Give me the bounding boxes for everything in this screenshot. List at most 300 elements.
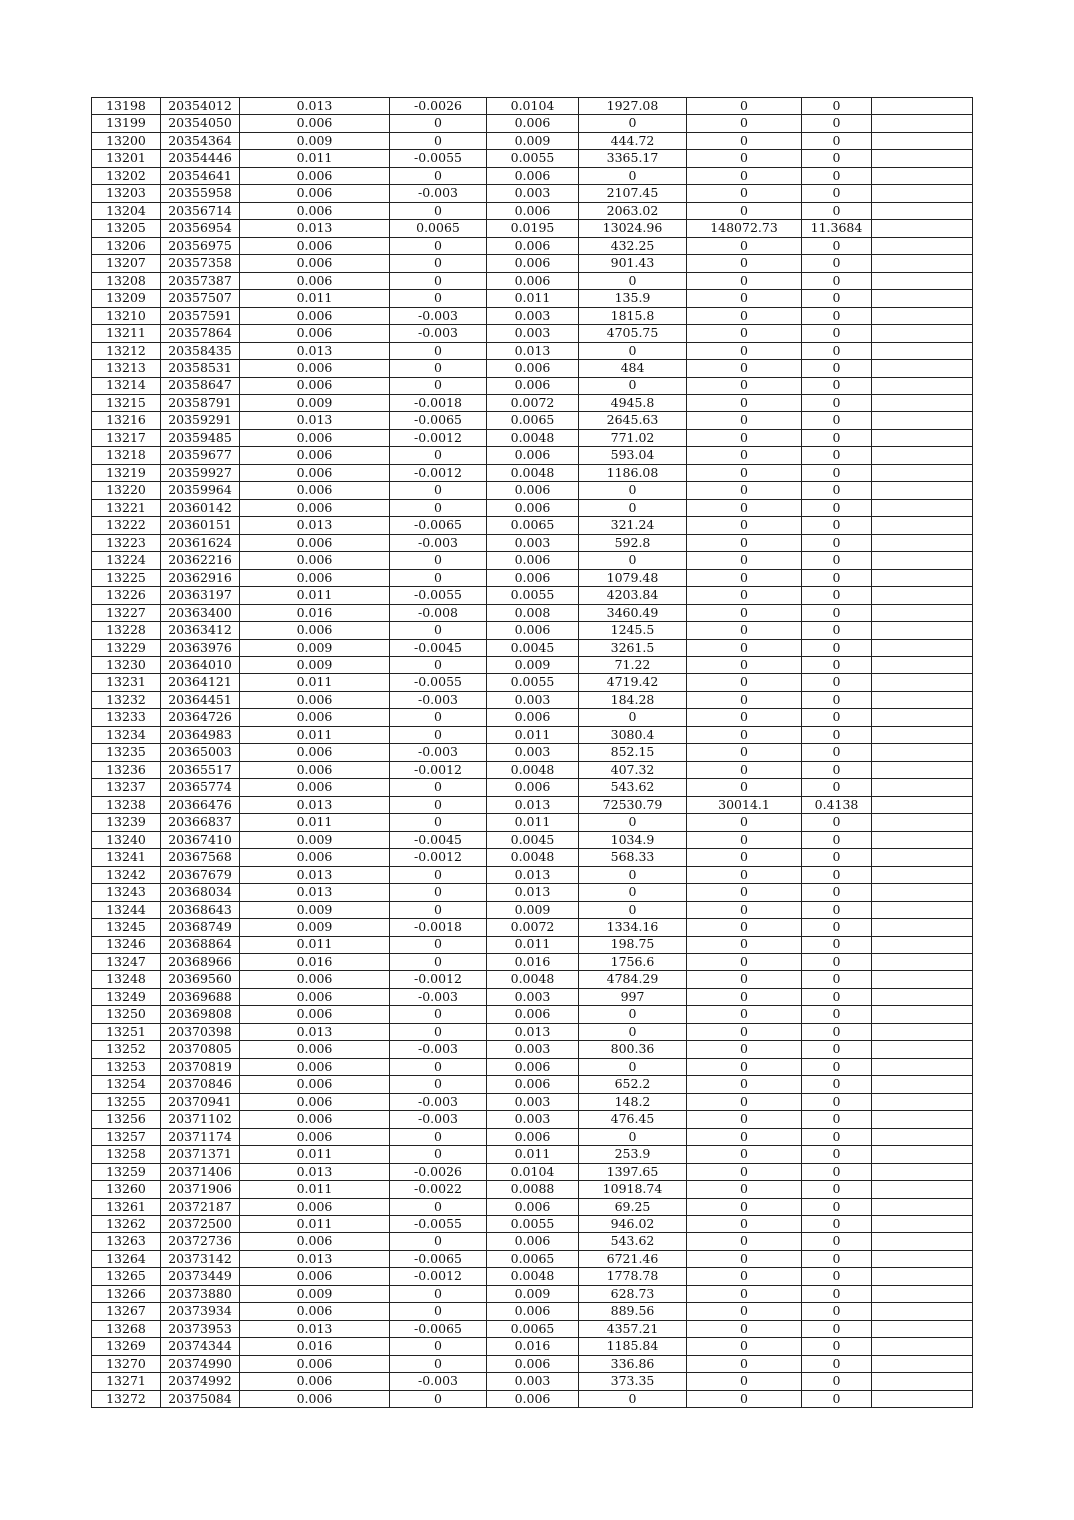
adjustment-cell: -0.0065 xyxy=(390,517,487,534)
value-cell: 0 xyxy=(687,901,802,918)
ratio-cell: 0 xyxy=(802,255,872,272)
rate-cell: 0.006 xyxy=(240,1006,390,1023)
empty-cell xyxy=(872,552,973,569)
adjustment-cell: -0.0055 xyxy=(390,1216,487,1233)
row-index-cell: 13217 xyxy=(92,429,161,446)
net-rate-cell: 0.011 xyxy=(487,1146,579,1163)
table-row xyxy=(92,1250,973,1267)
value-cell: 0 xyxy=(687,884,802,901)
empty-cell xyxy=(872,1390,973,1407)
row-index-cell: 13266 xyxy=(92,1285,161,1302)
ratio-cell: 0 xyxy=(802,499,872,516)
table-row xyxy=(92,831,973,848)
net-rate-cell: 0.006 xyxy=(487,1355,579,1372)
rate-cell: 0.006 xyxy=(240,709,390,726)
value-cell: 0 xyxy=(687,1093,802,1110)
ratio-cell: 0 xyxy=(802,1250,872,1267)
adjustment-cell: -0.003 xyxy=(390,185,487,202)
adjustment-cell: -0.0012 xyxy=(390,1268,487,1285)
ratio-cell: 0 xyxy=(802,1023,872,1040)
rate-cell: 0.009 xyxy=(240,831,390,848)
rate-cell: 0.016 xyxy=(240,604,390,621)
ratio-cell: 0 xyxy=(802,1338,872,1355)
value-cell: 0 xyxy=(687,132,802,149)
row-index-cell: 13267 xyxy=(92,1303,161,1320)
ratio-cell: 0 xyxy=(802,394,872,411)
table-row xyxy=(92,901,973,918)
id-cell: 20363412 xyxy=(161,622,240,639)
row-index-cell: 13199 xyxy=(92,115,161,132)
net-rate-cell: 0.003 xyxy=(487,1111,579,1128)
adjustment-cell: -0.003 xyxy=(390,1041,487,1058)
id-cell: 20373880 xyxy=(161,1285,240,1302)
table-row xyxy=(92,1146,973,1163)
rate-cell: 0.006 xyxy=(240,744,390,761)
ratio-cell: 0 xyxy=(802,185,872,202)
rate-cell: 0.011 xyxy=(240,1181,390,1198)
row-index-cell: 13235 xyxy=(92,744,161,761)
net-rate-cell: 0.006 xyxy=(487,167,579,184)
adjustment-cell: -0.0012 xyxy=(390,849,487,866)
empty-cell xyxy=(872,726,973,743)
id-cell: 20368643 xyxy=(161,901,240,918)
amount-cell: 2107.45 xyxy=(579,185,687,202)
adjustment-cell: -0.003 xyxy=(390,691,487,708)
value-cell: 0 xyxy=(687,412,802,429)
table-row xyxy=(92,255,973,272)
rate-cell: 0.006 xyxy=(240,167,390,184)
empty-cell xyxy=(872,674,973,691)
adjustment-cell: -0.0045 xyxy=(390,831,487,848)
rate-cell: 0.006 xyxy=(240,202,390,219)
row-index-cell: 13234 xyxy=(92,726,161,743)
row-index-cell: 13250 xyxy=(92,1006,161,1023)
table-row xyxy=(92,587,973,604)
row-index-cell: 13265 xyxy=(92,1268,161,1285)
id-cell: 20357358 xyxy=(161,255,240,272)
id-cell: 20359927 xyxy=(161,464,240,481)
amount-cell: 592.8 xyxy=(579,534,687,551)
adjustment-cell: -0.0022 xyxy=(390,1181,487,1198)
amount-cell: 321.24 xyxy=(579,517,687,534)
id-cell: 20374344 xyxy=(161,1338,240,1355)
adjustment-cell: 0 xyxy=(390,1023,487,1040)
value-cell: 0 xyxy=(687,604,802,621)
net-rate-cell: 0.006 xyxy=(487,1303,579,1320)
net-rate-cell: 0.006 xyxy=(487,709,579,726)
table-row xyxy=(92,360,973,377)
ratio-cell: 0 xyxy=(802,482,872,499)
rate-cell: 0.006 xyxy=(240,1041,390,1058)
row-index-cell: 13226 xyxy=(92,587,161,604)
empty-cell xyxy=(872,202,973,219)
empty-cell xyxy=(872,1006,973,1023)
table-row xyxy=(92,237,973,254)
rate-cell: 0.016 xyxy=(240,1338,390,1355)
empty-cell xyxy=(872,115,973,132)
row-index-cell: 13247 xyxy=(92,953,161,970)
rate-cell: 0.006 xyxy=(240,1111,390,1128)
value-cell: 0 xyxy=(687,1041,802,1058)
ratio-cell: 0 xyxy=(802,744,872,761)
ratio-cell: 0 xyxy=(802,342,872,359)
empty-cell xyxy=(872,167,973,184)
net-rate-cell: 0.006 xyxy=(487,622,579,639)
ratio-cell: 0 xyxy=(802,691,872,708)
value-cell: 0 xyxy=(687,657,802,674)
table-row xyxy=(92,429,973,446)
amount-cell: 0 xyxy=(579,1128,687,1145)
net-rate-cell: 0.008 xyxy=(487,604,579,621)
amount-cell: 4784.29 xyxy=(579,971,687,988)
empty-cell xyxy=(872,657,973,674)
amount-cell: 148.2 xyxy=(579,1093,687,1110)
id-cell: 20370398 xyxy=(161,1023,240,1040)
empty-cell xyxy=(872,831,973,848)
value-cell: 0 xyxy=(687,1303,802,1320)
value-cell: 30014.1 xyxy=(687,796,802,813)
value-cell: 0 xyxy=(687,1250,802,1267)
value-cell: 0 xyxy=(687,150,802,167)
id-cell: 20368864 xyxy=(161,936,240,953)
empty-cell xyxy=(872,290,973,307)
value-cell: 0 xyxy=(687,971,802,988)
adjustment-cell: -0.0065 xyxy=(390,412,487,429)
row-index-cell: 13253 xyxy=(92,1058,161,1075)
amount-cell: 0 xyxy=(579,377,687,394)
rate-cell: 0.006 xyxy=(240,534,390,551)
value-cell: 0 xyxy=(687,1268,802,1285)
amount-cell: 1245.5 xyxy=(579,622,687,639)
adjustment-cell: 0 xyxy=(390,447,487,464)
amount-cell: 0 xyxy=(579,1058,687,1075)
net-rate-cell: 0.0048 xyxy=(487,429,579,446)
ratio-cell: 0 xyxy=(802,1041,872,1058)
row-index-cell: 13201 xyxy=(92,150,161,167)
table-row xyxy=(92,272,973,289)
empty-cell xyxy=(872,429,973,446)
table-row xyxy=(92,796,973,813)
value-cell: 0 xyxy=(687,1146,802,1163)
net-rate-cell: 0.006 xyxy=(487,779,579,796)
row-index-cell: 13240 xyxy=(92,831,161,848)
rate-cell: 0.006 xyxy=(240,325,390,342)
rate-cell: 0.006 xyxy=(240,482,390,499)
rate-cell: 0.006 xyxy=(240,988,390,1005)
empty-cell xyxy=(872,517,973,534)
adjustment-cell: -0.008 xyxy=(390,604,487,621)
adjustment-cell: -0.003 xyxy=(390,744,487,761)
ratio-cell: 0 xyxy=(802,709,872,726)
ratio-cell: 0 xyxy=(802,622,872,639)
rate-cell: 0.013 xyxy=(240,220,390,237)
amount-cell: 253.9 xyxy=(579,1146,687,1163)
amount-cell: 336.86 xyxy=(579,1355,687,1372)
row-index-cell: 13218 xyxy=(92,447,161,464)
net-rate-cell: 0.003 xyxy=(487,1373,579,1390)
net-rate-cell: 0.016 xyxy=(487,953,579,970)
empty-cell xyxy=(872,255,973,272)
net-rate-cell: 0.0055 xyxy=(487,587,579,604)
table-row xyxy=(92,814,973,831)
value-cell: 0 xyxy=(687,394,802,411)
ratio-cell: 0 xyxy=(802,1216,872,1233)
id-cell: 20357591 xyxy=(161,307,240,324)
net-rate-cell: 0.006 xyxy=(487,377,579,394)
value-cell: 0 xyxy=(687,639,802,656)
adjustment-cell: 0 xyxy=(390,167,487,184)
id-cell: 20364010 xyxy=(161,657,240,674)
net-rate-cell: 0.0048 xyxy=(487,1268,579,1285)
rate-cell: 0.006 xyxy=(240,1303,390,1320)
ratio-cell: 0 xyxy=(802,1198,872,1215)
amount-cell: 889.56 xyxy=(579,1303,687,1320)
value-cell: 0 xyxy=(687,517,802,534)
table-row xyxy=(92,534,973,551)
net-rate-cell: 0.0048 xyxy=(487,761,579,778)
amount-cell: 800.36 xyxy=(579,1041,687,1058)
id-cell: 20363400 xyxy=(161,604,240,621)
adjustment-cell: 0 xyxy=(390,1128,487,1145)
net-rate-cell: 0.013 xyxy=(487,796,579,813)
table-row xyxy=(92,307,973,324)
ratio-cell: 0 xyxy=(802,167,872,184)
row-index-cell: 13212 xyxy=(92,342,161,359)
rate-cell: 0.009 xyxy=(240,394,390,411)
table-row xyxy=(92,657,973,674)
empty-cell xyxy=(872,1163,973,1180)
row-index-cell: 13198 xyxy=(92,98,161,115)
rate-cell: 0.006 xyxy=(240,1390,390,1407)
rate-cell: 0.006 xyxy=(240,1093,390,1110)
table-row xyxy=(92,394,973,411)
value-cell: 0 xyxy=(687,307,802,324)
ratio-cell: 0 xyxy=(802,1181,872,1198)
net-rate-cell: 0.009 xyxy=(487,657,579,674)
row-index-cell: 13264 xyxy=(92,1250,161,1267)
value-cell: 0 xyxy=(687,569,802,586)
id-cell: 20358531 xyxy=(161,360,240,377)
ratio-cell: 0 xyxy=(802,1373,872,1390)
ratio-cell: 0 xyxy=(802,98,872,115)
amount-cell: 71.22 xyxy=(579,657,687,674)
table-row xyxy=(92,1233,973,1250)
amount-cell: 72530.79 xyxy=(579,796,687,813)
rate-cell: 0.009 xyxy=(240,132,390,149)
net-rate-cell: 0.0088 xyxy=(487,1181,579,1198)
value-cell: 0 xyxy=(687,1320,802,1337)
row-index-cell: 13227 xyxy=(92,604,161,621)
amount-cell: 1034.9 xyxy=(579,831,687,848)
empty-cell xyxy=(872,307,973,324)
amount-cell: 0 xyxy=(579,1023,687,1040)
amount-cell: 543.62 xyxy=(579,779,687,796)
adjustment-cell: -0.0055 xyxy=(390,587,487,604)
amount-cell: 3261.5 xyxy=(579,639,687,656)
adjustment-cell: -0.0065 xyxy=(390,1250,487,1267)
row-index-cell: 13228 xyxy=(92,622,161,639)
adjustment-cell: 0 xyxy=(390,132,487,149)
net-rate-cell: 0.0048 xyxy=(487,849,579,866)
value-cell: 0 xyxy=(687,1058,802,1075)
adjustment-cell: 0 xyxy=(390,1233,487,1250)
value-cell: 0 xyxy=(687,1006,802,1023)
empty-cell xyxy=(872,622,973,639)
value-cell: 0 xyxy=(687,761,802,778)
ratio-cell: 0 xyxy=(802,1320,872,1337)
id-cell: 20374992 xyxy=(161,1373,240,1390)
net-rate-cell: 0.006 xyxy=(487,552,579,569)
ratio-cell: 0 xyxy=(802,674,872,691)
ratio-cell: 0 xyxy=(802,307,872,324)
net-rate-cell: 0.0065 xyxy=(487,412,579,429)
empty-cell xyxy=(872,744,973,761)
table-row xyxy=(92,761,973,778)
net-rate-cell: 0.003 xyxy=(487,691,579,708)
ratio-cell: 0.4138 xyxy=(802,796,872,813)
rate-cell: 0.006 xyxy=(240,1355,390,1372)
table-row xyxy=(92,1373,973,1390)
rate-cell: 0.006 xyxy=(240,691,390,708)
empty-cell xyxy=(872,1093,973,1110)
table-row xyxy=(92,1093,973,1110)
adjustment-cell: 0 xyxy=(390,814,487,831)
net-rate-cell: 0.006 xyxy=(487,569,579,586)
ratio-cell: 0 xyxy=(802,412,872,429)
row-index-cell: 13262 xyxy=(92,1216,161,1233)
adjustment-cell: -0.0018 xyxy=(390,394,487,411)
rate-cell: 0.006 xyxy=(240,429,390,446)
adjustment-cell: 0 xyxy=(390,1146,487,1163)
row-index-cell: 13256 xyxy=(92,1111,161,1128)
ratio-cell: 0 xyxy=(802,866,872,883)
adjustment-cell: 0 xyxy=(390,622,487,639)
rate-cell: 0.009 xyxy=(240,901,390,918)
rate-cell: 0.013 xyxy=(240,866,390,883)
empty-cell xyxy=(872,953,973,970)
amount-cell: 1927.08 xyxy=(579,98,687,115)
rate-cell: 0.011 xyxy=(240,1216,390,1233)
amount-cell: 2063.02 xyxy=(579,202,687,219)
ratio-cell: 0 xyxy=(802,552,872,569)
id-cell: 20359291 xyxy=(161,412,240,429)
ratio-cell: 0 xyxy=(802,377,872,394)
value-cell: 0 xyxy=(687,342,802,359)
ratio-cell: 0 xyxy=(802,639,872,656)
id-cell: 20354364 xyxy=(161,132,240,149)
value-cell: 0 xyxy=(687,1163,802,1180)
table-row xyxy=(92,412,973,429)
net-rate-cell: 0.003 xyxy=(487,185,579,202)
empty-cell xyxy=(872,1181,973,1198)
amount-cell: 0 xyxy=(579,167,687,184)
value-cell: 0 xyxy=(687,744,802,761)
rate-cell: 0.013 xyxy=(240,1163,390,1180)
id-cell: 20354641 xyxy=(161,167,240,184)
amount-cell: 0 xyxy=(579,552,687,569)
net-rate-cell: 0.0104 xyxy=(487,98,579,115)
rate-cell: 0.006 xyxy=(240,447,390,464)
value-cell: 0 xyxy=(687,429,802,446)
ratio-cell: 0 xyxy=(802,1093,872,1110)
row-index-cell: 13257 xyxy=(92,1128,161,1145)
net-rate-cell: 0.003 xyxy=(487,744,579,761)
id-cell: 20365003 xyxy=(161,744,240,761)
rate-cell: 0.013 xyxy=(240,1023,390,1040)
table-row xyxy=(92,1041,973,1058)
adjustment-cell: 0 xyxy=(390,884,487,901)
id-cell: 20362216 xyxy=(161,552,240,569)
id-cell: 20358647 xyxy=(161,377,240,394)
rate-cell: 0.006 xyxy=(240,272,390,289)
row-index-cell: 13268 xyxy=(92,1320,161,1337)
adjustment-cell: -0.0012 xyxy=(390,971,487,988)
table-row xyxy=(92,622,973,639)
adjustment-cell: -0.003 xyxy=(390,1111,487,1128)
amount-cell: 2645.63 xyxy=(579,412,687,429)
empty-cell xyxy=(872,988,973,1005)
row-index-cell: 13204 xyxy=(92,202,161,219)
adjustment-cell: 0.0065 xyxy=(390,220,487,237)
row-index-cell: 13251 xyxy=(92,1023,161,1040)
amount-cell: 0 xyxy=(579,866,687,883)
id-cell: 20364983 xyxy=(161,726,240,743)
rate-cell: 0.009 xyxy=(240,639,390,656)
ratio-cell: 0 xyxy=(802,132,872,149)
value-cell: 0 xyxy=(687,447,802,464)
ratio-cell: 0 xyxy=(802,1146,872,1163)
table-row xyxy=(92,1285,973,1302)
ratio-cell: 0 xyxy=(802,761,872,778)
ratio-cell: 0 xyxy=(802,517,872,534)
row-index-cell: 13248 xyxy=(92,971,161,988)
net-rate-cell: 0.013 xyxy=(487,866,579,883)
net-rate-cell: 0.009 xyxy=(487,901,579,918)
row-index-cell: 13246 xyxy=(92,936,161,953)
id-cell: 20372736 xyxy=(161,1233,240,1250)
net-rate-cell: 0.0055 xyxy=(487,1216,579,1233)
empty-cell xyxy=(872,150,973,167)
value-cell: 0 xyxy=(687,482,802,499)
empty-cell xyxy=(872,1320,973,1337)
adjustment-cell: 0 xyxy=(390,552,487,569)
id-cell: 20364121 xyxy=(161,674,240,691)
empty-cell xyxy=(872,1041,973,1058)
amount-cell: 4705.75 xyxy=(579,325,687,342)
amount-cell: 1079.48 xyxy=(579,569,687,586)
rate-cell: 0.006 xyxy=(240,552,390,569)
amount-cell: 852.15 xyxy=(579,744,687,761)
id-cell: 20370805 xyxy=(161,1041,240,1058)
value-cell: 0 xyxy=(687,587,802,604)
adjustment-cell: 0 xyxy=(390,255,487,272)
value-cell: 0 xyxy=(687,1111,802,1128)
ratio-cell: 11.3684 xyxy=(802,220,872,237)
table-row xyxy=(92,377,973,394)
id-cell: 20372187 xyxy=(161,1198,240,1215)
value-cell: 0 xyxy=(687,936,802,953)
id-cell: 20358791 xyxy=(161,394,240,411)
rate-cell: 0.011 xyxy=(240,1146,390,1163)
table-row xyxy=(92,691,973,708)
id-cell: 20370846 xyxy=(161,1076,240,1093)
adjustment-cell: -0.0012 xyxy=(390,761,487,778)
table-row xyxy=(92,220,973,237)
adjustment-cell: 0 xyxy=(390,726,487,743)
empty-cell xyxy=(872,1268,973,1285)
ratio-cell: 0 xyxy=(802,1268,872,1285)
id-cell: 20372500 xyxy=(161,1216,240,1233)
